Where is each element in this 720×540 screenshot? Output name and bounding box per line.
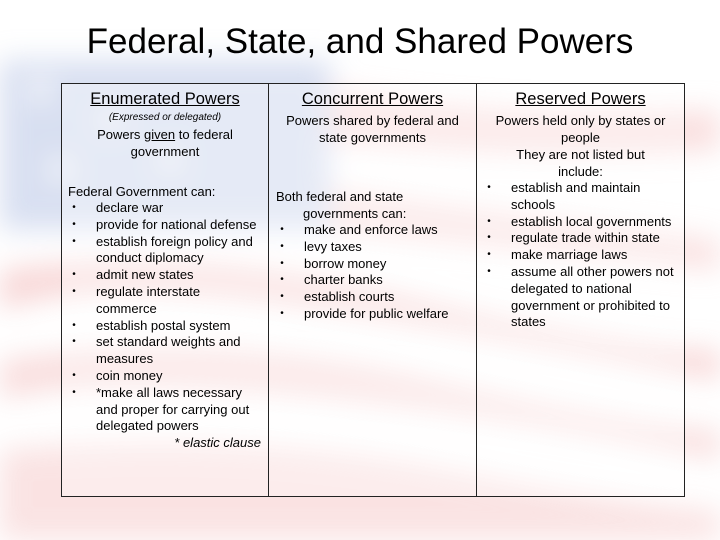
bullet-icon: • — [487, 182, 491, 193]
list-item-text: establish foreign policy and conduct diplomacy — [96, 233, 253, 266]
reserved-column — [477, 84, 684, 496]
list-item-text: coin money — [96, 367, 163, 383]
list-item-text: charter banks — [304, 272, 383, 288]
list-item-text: establish courts — [304, 289, 395, 305]
list-item — [483, 230, 678, 247]
enumerated-note: (Expressed or delegated) — [108, 112, 222, 123]
list-item — [68, 318, 262, 335]
list-item-text: declare war — [96, 200, 164, 215]
list-item — [68, 368, 262, 385]
list-item-text: levy taxes — [304, 238, 362, 254]
list-item — [276, 256, 470, 273]
bullet-icon: • — [72, 285, 76, 297]
reserved-heading: Reserved Powers — [515, 90, 646, 108]
bullet-icon: • — [72, 369, 76, 381]
reserved-list — [483, 180, 678, 331]
concurrent-column — [269, 84, 477, 496]
list-item — [68, 267, 262, 284]
list-item — [276, 289, 470, 306]
list-item — [276, 239, 470, 256]
bullet-icon: • — [280, 240, 284, 252]
list-item — [68, 217, 262, 234]
list-item-text: regulate trade within state — [511, 230, 660, 246]
concurrent-list — [276, 222, 470, 323]
bullet-icon: • — [72, 336, 76, 348]
bullet-icon: • — [72, 386, 76, 398]
concurrent-intro-line1: Both federal and state — [276, 189, 404, 204]
list-item — [276, 222, 470, 239]
bullet-icon: • — [72, 269, 76, 281]
list-item-text: borrow money — [304, 255, 387, 271]
list-item-text: set standard weights and measures — [96, 334, 241, 367]
enumerated-heading: Enumerated Powers — [90, 90, 240, 108]
list-item — [68, 200, 262, 217]
concurrent-intro-line2: governments can: — [303, 206, 407, 221]
list-item-text: establish postal system — [96, 317, 231, 333]
bullet-icon: • — [280, 274, 284, 286]
list-item — [483, 180, 678, 214]
list-item-text: provide for national defense — [96, 216, 257, 232]
reserved-subtitle-2: They are not listed but include: — [516, 147, 645, 179]
list-item — [483, 247, 678, 264]
concurrent-heading: Concurrent Powers — [301, 90, 444, 108]
list-item — [68, 284, 262, 318]
enumerated-list — [68, 200, 262, 435]
enumerated-column — [62, 84, 269, 496]
list-item — [276, 272, 470, 289]
list-item-text: admit new states — [96, 267, 194, 283]
list-item-text: assume all other powers not delegated to national government or prohibited to states — [511, 263, 674, 330]
list-item-text: *make all laws necessary and proper for carrying out delegated powers — [96, 384, 250, 434]
bullet-icon: • — [487, 215, 491, 227]
bullet-icon: • — [72, 235, 76, 247]
bullet-icon: • — [280, 257, 284, 269]
concurrent-subtitle: Powers shared by federal and state governments — [286, 113, 459, 145]
list-item-text: make and enforce laws — [304, 222, 438, 237]
bullet-icon: • — [487, 232, 491, 244]
elastic-clause-note: * elastic clause — [174, 435, 261, 451]
list-item — [483, 264, 678, 331]
reserved-subtitle: Powers held only by states or people — [495, 113, 666, 145]
bullet-icon: • — [72, 218, 76, 230]
list-item — [483, 214, 678, 231]
list-item-text: regulate interstate commerce — [96, 283, 201, 316]
bullet-icon: • — [280, 307, 284, 319]
list-item — [68, 385, 262, 435]
enumerated-subtitle: Powers given to federal government — [97, 127, 233, 159]
list-item — [68, 234, 262, 268]
bullet-icon: • — [280, 224, 284, 235]
list-item-text: make marriage laws — [511, 247, 628, 263]
list-item — [68, 334, 262, 368]
bullet-icon: • — [72, 202, 76, 213]
bullet-icon: • — [280, 291, 284, 303]
bullet-icon: • — [487, 249, 491, 261]
enumerated-intro: Federal Government can: — [68, 184, 216, 199]
list-item-text: establish and maintain schools — [511, 180, 641, 212]
page-title: Federal, State, and Shared Powers — [86, 22, 634, 61]
list-item-text: establish local governments — [511, 213, 672, 229]
bullet-icon: • — [72, 319, 76, 331]
powers-table — [61, 83, 685, 497]
bullet-icon: • — [487, 265, 491, 277]
list-item-text: provide for public welfare — [304, 305, 449, 321]
list-item — [276, 306, 470, 323]
